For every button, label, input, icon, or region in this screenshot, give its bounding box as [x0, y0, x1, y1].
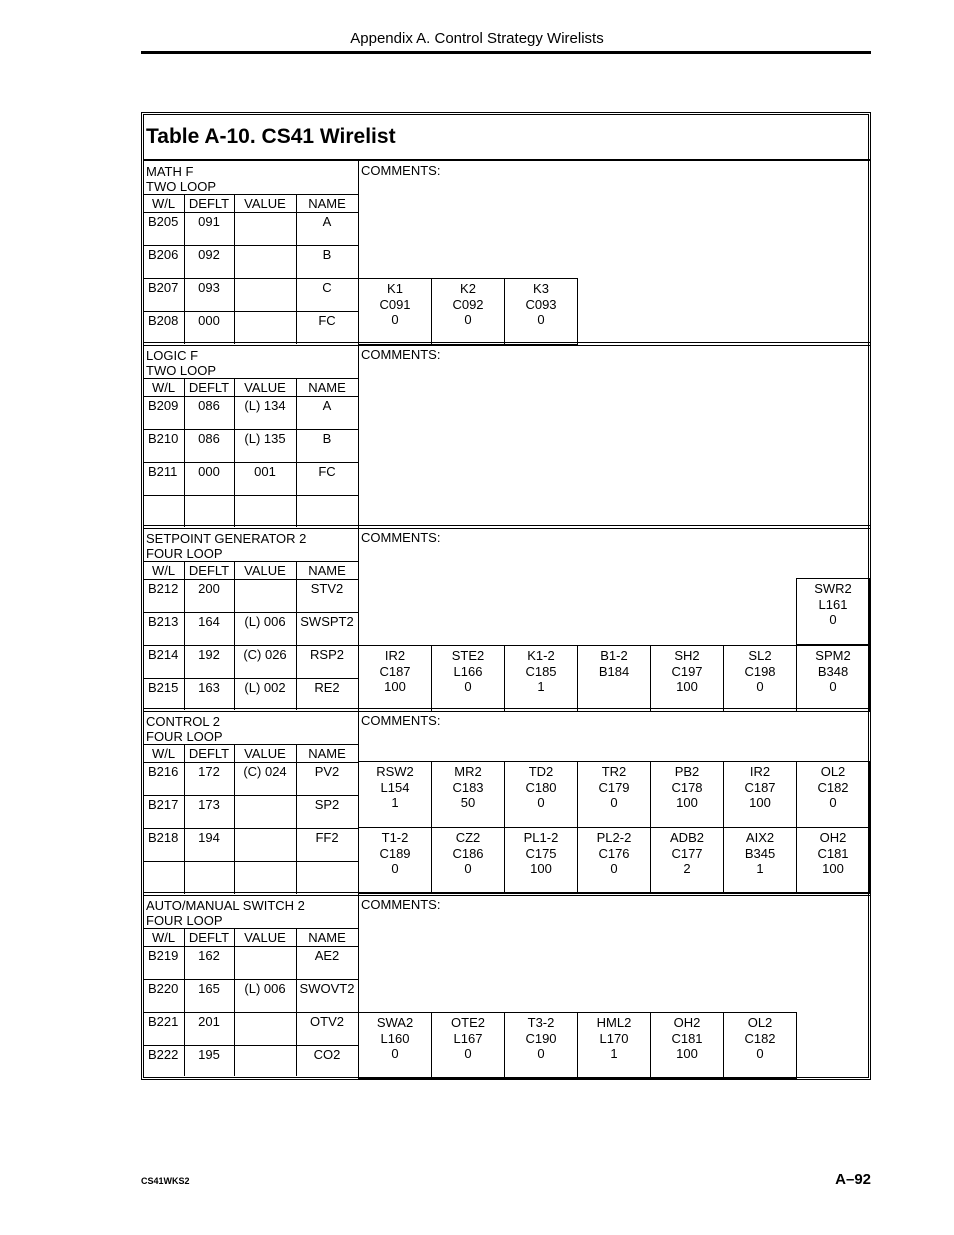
- document-code: CS41WKS2: [141, 1176, 190, 1186]
- parameter-c: 100: [749, 795, 771, 810]
- parameter-c: 0: [756, 679, 764, 694]
- parameter-a: T1-2: [381, 830, 409, 845]
- grid-line: [143, 579, 358, 580]
- cell-name: RE2: [314, 680, 340, 695]
- parameter-box: [504, 761, 578, 828]
- block-loop-label: TWO LOOP: [146, 363, 217, 378]
- parameter-box: [723, 761, 797, 828]
- cell-wl: B207: [148, 280, 179, 295]
- parameter-a: SWR2: [814, 581, 852, 596]
- parameter-b: L154: [380, 779, 410, 795]
- parameter-box: [358, 827, 432, 894]
- column-header: W/L: [151, 196, 176, 211]
- parameter-c: 2: [683, 861, 691, 876]
- grid-line: [143, 212, 358, 213]
- parameter-b: C176: [598, 845, 630, 861]
- parameter-box: [796, 578, 870, 645]
- cell-name: SWSPT2: [300, 614, 354, 629]
- parameter-c: 100: [676, 679, 698, 694]
- column-header: NAME: [308, 930, 346, 945]
- parameter-box: [796, 827, 870, 894]
- cell-wl: B220: [148, 981, 179, 996]
- grid-line: [143, 495, 358, 496]
- parameter-c: 1: [756, 861, 764, 876]
- parameter-a: ADB2: [670, 830, 704, 845]
- parameter-c: 1: [391, 795, 399, 810]
- cell-name: PV2: [314, 764, 340, 779]
- parameter-box: [504, 645, 578, 712]
- grid-line: [143, 378, 358, 379]
- parameter-b: C181: [817, 845, 849, 861]
- parameter-box: [431, 761, 505, 828]
- cell-name: FC: [318, 313, 336, 328]
- parameter-a: TD2: [528, 764, 554, 779]
- parameter-c: 0: [610, 861, 618, 876]
- parameter-c: 0: [829, 679, 837, 694]
- grid-line: [143, 946, 358, 947]
- cell-value: (C) 026: [243, 647, 287, 662]
- parameter-b: C198: [744, 663, 776, 679]
- parameter-box: [358, 278, 432, 345]
- parameter-a: PL2-2: [596, 830, 632, 845]
- cell-deflt: 165: [198, 981, 220, 996]
- parameter-a: B1-2: [600, 648, 628, 663]
- title-rule: [143, 159, 870, 161]
- cell-wl: B217: [148, 797, 179, 812]
- parameter-b: C093: [525, 296, 557, 312]
- parameter-c: 1: [537, 679, 545, 694]
- parameter-box: [723, 827, 797, 894]
- parameter-c: 0: [391, 861, 399, 876]
- column-header: DEFLT: [188, 746, 230, 761]
- cell-deflt: 195: [198, 1047, 220, 1062]
- parameter-a: IR2: [384, 648, 406, 663]
- cell-name: RSP2: [310, 647, 344, 662]
- parameter-c: 50: [460, 795, 476, 810]
- parameter-b: C189: [379, 845, 411, 861]
- parameter-a: IR2: [749, 764, 771, 779]
- parameter-c: 0: [537, 795, 545, 810]
- cell-deflt: 164: [198, 614, 220, 629]
- parameter-box: [431, 645, 505, 712]
- page-number: A–92: [835, 1171, 871, 1188]
- column-header: VALUE: [244, 196, 286, 211]
- parameter-b: C178: [671, 779, 703, 795]
- parameter-box: [431, 278, 505, 345]
- parameter-a: K1-2: [527, 648, 555, 663]
- parameter-c: 0: [464, 1046, 472, 1061]
- cell-value: 001: [254, 464, 276, 479]
- cell-name: OTV2: [310, 1014, 344, 1029]
- parameter-b: B184: [598, 663, 630, 679]
- cell-deflt: 172: [198, 764, 220, 779]
- grid-line: [143, 979, 358, 980]
- parameter-box: [358, 1012, 432, 1079]
- parameter-box: [577, 1012, 651, 1079]
- grid-line: [143, 194, 358, 195]
- parameter-box: [431, 1012, 505, 1079]
- cell-name: CO2: [313, 1047, 341, 1062]
- grid-line: [143, 744, 358, 745]
- parameter-a: K2: [460, 281, 476, 296]
- parameter-c: 100: [822, 861, 844, 876]
- cell-name: B: [322, 247, 332, 262]
- parameter-c: 0: [391, 1046, 399, 1061]
- cell-value: (L) 006: [244, 614, 286, 629]
- cell-wl: B216: [148, 764, 179, 779]
- parameter-box: [723, 1012, 797, 1079]
- grid-line: [143, 561, 358, 562]
- parameter-box: [504, 278, 578, 345]
- block-type-label: CONTROL 2: [146, 714, 220, 729]
- parameter-a: PB2: [674, 764, 700, 779]
- comments-label: COMMENTS:: [361, 897, 441, 912]
- parameter-b: L161: [818, 596, 848, 612]
- block-type-label: AUTO/MANUAL SWITCH 2: [146, 898, 305, 913]
- parameter-box: [358, 645, 432, 712]
- cell-value: (L) 002: [244, 680, 286, 695]
- cell-deflt: 163: [198, 680, 220, 695]
- parameter-b: L167: [453, 1030, 483, 1046]
- parameter-a: OTE2: [451, 1015, 485, 1030]
- parameter-a: OL2: [820, 764, 846, 779]
- column-header: W/L: [151, 746, 176, 761]
- cell-wl: B210: [148, 431, 179, 446]
- cell-wl: B215: [148, 680, 179, 695]
- cell-deflt: 201: [198, 1014, 220, 1029]
- parameter-a: RSW2: [376, 764, 414, 779]
- parameter-c: 1: [610, 1046, 618, 1061]
- cell-name: AE2: [314, 948, 340, 963]
- parameter-b: L170: [599, 1030, 629, 1046]
- grid-line: [143, 462, 358, 463]
- cell-deflt: 086: [198, 431, 220, 446]
- grid-line: [143, 396, 358, 397]
- grid-separator: [358, 344, 359, 527]
- grid-line: [143, 678, 358, 679]
- cell-name: B: [322, 431, 332, 446]
- cell-deflt: 173: [198, 797, 220, 812]
- column-header: VALUE: [244, 380, 286, 395]
- parameter-c: 100: [676, 1046, 698, 1061]
- block-loop-label: FOUR LOOP: [146, 729, 223, 744]
- cell-deflt: 194: [198, 830, 220, 845]
- parameter-b: C197: [671, 663, 703, 679]
- parameter-c: 100: [530, 861, 552, 876]
- parameter-a: K1: [387, 281, 403, 296]
- parameter-a: STE2: [451, 648, 485, 663]
- parameter-b: C091: [379, 296, 411, 312]
- grid-line: [143, 828, 358, 829]
- section-divider: [143, 892, 870, 896]
- parameter-box: [650, 827, 724, 894]
- cell-deflt: 093: [198, 280, 220, 295]
- parameter-b: C187: [379, 663, 411, 679]
- cell-name: STV2: [310, 581, 344, 596]
- column-header: DEFLT: [188, 930, 230, 945]
- parameter-box: [723, 645, 797, 712]
- column-header: DEFLT: [188, 563, 230, 578]
- cell-deflt: 000: [198, 464, 220, 479]
- parameter-box: [650, 761, 724, 828]
- column-header: DEFLT: [188, 196, 230, 211]
- parameter-b: L166: [453, 663, 483, 679]
- cell-wl: B214: [148, 647, 179, 662]
- comments-label: COMMENTS:: [361, 163, 441, 178]
- parameter-a: SL2: [748, 648, 772, 663]
- cell-name: A: [322, 214, 332, 229]
- block-loop-label: FOUR LOOP: [146, 546, 223, 561]
- block-type-label: LOGIC F: [146, 348, 199, 363]
- grid-line: [143, 1045, 358, 1046]
- cell-deflt: 092: [198, 247, 220, 262]
- parameter-b: C181: [671, 1030, 703, 1046]
- grid-line: [143, 762, 358, 763]
- header-rule: [141, 51, 871, 54]
- column-header: NAME: [308, 380, 346, 395]
- parameter-b: C186: [452, 845, 484, 861]
- cell-deflt: 192: [198, 647, 220, 662]
- parameter-c: 0: [829, 795, 837, 810]
- parameter-b: C092: [452, 296, 484, 312]
- cell-deflt: 162: [198, 948, 220, 963]
- parameter-a: HML2: [596, 1015, 632, 1030]
- grid-line: [143, 311, 358, 312]
- parameter-b: C180: [525, 779, 557, 795]
- cell-wl: B209: [148, 398, 179, 413]
- cell-wl: B222: [148, 1047, 179, 1062]
- comments-label: COMMENTS:: [361, 530, 441, 545]
- column-header: VALUE: [244, 563, 286, 578]
- parameter-b: C182: [744, 1030, 776, 1046]
- cell-deflt: 000: [198, 313, 220, 328]
- parameter-a: TR2: [601, 764, 627, 779]
- cell-wl: B218: [148, 830, 179, 845]
- parameter-box: [577, 761, 651, 828]
- parameter-a: OH2: [819, 830, 847, 845]
- block-type-label: SETPOINT GENERATOR 2: [146, 531, 307, 546]
- cell-wl: B211: [148, 464, 178, 479]
- cell-name: FF2: [315, 830, 339, 845]
- cell-value: (C) 024: [243, 764, 287, 779]
- grid-line: [143, 612, 358, 613]
- parameter-c: 0: [464, 312, 472, 327]
- section-divider: [143, 525, 870, 529]
- column-header: VALUE: [244, 746, 286, 761]
- parameter-a: SH2: [674, 648, 700, 663]
- block-loop-label: FOUR LOOP: [146, 913, 223, 928]
- parameter-box: [577, 645, 651, 712]
- parameter-box: [796, 645, 870, 712]
- comments-label: COMMENTS:: [361, 347, 441, 362]
- parameter-c: 0: [537, 312, 545, 327]
- column-header: DEFLT: [188, 380, 230, 395]
- cell-value: (L) 135: [244, 431, 286, 446]
- parameter-box: [577, 827, 651, 894]
- cell-name: FC: [318, 464, 336, 479]
- column-header: NAME: [308, 196, 346, 211]
- parameter-box: [504, 1012, 578, 1079]
- parameter-c: 0: [464, 679, 472, 694]
- parameter-box: [650, 1012, 724, 1079]
- column-header: W/L: [151, 380, 176, 395]
- parameter-b: C177: [671, 845, 703, 861]
- parameter-b: C183: [452, 779, 484, 795]
- column-header: NAME: [308, 563, 346, 578]
- cell-wl: B205: [148, 214, 179, 229]
- parameter-b: B348: [817, 663, 849, 679]
- parameter-b: C182: [817, 779, 849, 795]
- parameter-b: L160: [380, 1030, 410, 1046]
- table-title: Table A-10. CS41 Wirelist: [146, 125, 396, 148]
- parameter-box: [650, 645, 724, 712]
- block-type-label: MATH F: [146, 164, 194, 179]
- parameter-a: T3-2: [527, 1015, 555, 1030]
- grid-line: [143, 928, 358, 929]
- parameter-c: 0: [537, 1046, 545, 1061]
- column-header: W/L: [151, 930, 176, 945]
- column-header: W/L: [151, 563, 176, 578]
- cell-wl: B221: [148, 1014, 179, 1029]
- parameter-a: SWA2: [376, 1015, 414, 1030]
- section-divider: [143, 342, 870, 346]
- section-divider: [143, 708, 870, 712]
- parameter-b: C179: [598, 779, 630, 795]
- cell-name: A: [322, 398, 332, 413]
- parameter-c: 0: [391, 312, 399, 327]
- parameter-a: OL2: [747, 1015, 773, 1030]
- cell-wl: B213: [148, 614, 179, 629]
- parameter-b: C190: [525, 1030, 557, 1046]
- running-header: Appendix A. Control Strategy Wirelists: [350, 30, 604, 47]
- parameter-a: MR2: [454, 764, 482, 779]
- parameter-c: 100: [384, 679, 406, 694]
- cell-name: C: [322, 280, 332, 295]
- parameter-c: 0: [756, 1046, 764, 1061]
- parameter-a: AIX2: [745, 830, 775, 845]
- parameter-c: 100: [676, 795, 698, 810]
- cell-deflt: 200: [198, 581, 220, 596]
- parameter-box: [358, 761, 432, 828]
- cell-deflt: 086: [198, 398, 220, 413]
- cell-deflt: 091: [198, 214, 220, 229]
- parameter-c: 0: [464, 861, 472, 876]
- grid-line: [143, 429, 358, 430]
- parameter-a: SPM2: [815, 648, 851, 663]
- parameter-box: [504, 827, 578, 894]
- cell-value: (L) 006: [244, 981, 286, 996]
- grid-line: [143, 861, 358, 862]
- grid-line: [234, 194, 235, 344]
- cell-wl: B212: [148, 581, 179, 596]
- parameter-c: 0: [610, 795, 618, 810]
- parameter-b: C185: [525, 663, 557, 679]
- parameter-c: 0: [829, 612, 837, 627]
- parameter-b: B345: [744, 845, 776, 861]
- parameter-a: PL1-2: [523, 830, 559, 845]
- parameter-a: K3: [533, 281, 549, 296]
- parameter-a: CZ2: [455, 830, 481, 845]
- cell-wl: B206: [148, 247, 179, 262]
- parameter-a: OH2: [673, 1015, 701, 1030]
- parameter-box: [431, 827, 505, 894]
- cell-value: (L) 134: [244, 398, 286, 413]
- grid-line: [143, 795, 358, 796]
- grid-line: [143, 645, 358, 646]
- block-loop-label: TWO LOOP: [146, 179, 217, 194]
- grid-line: [234, 928, 235, 1076]
- parameter-b: C175: [525, 845, 557, 861]
- cell-wl: B219: [148, 948, 179, 963]
- parameter-b: C187: [744, 779, 776, 795]
- cell-name: SWOVT2: [299, 981, 355, 996]
- column-header: VALUE: [244, 930, 286, 945]
- column-header: NAME: [308, 746, 346, 761]
- grid-line: [143, 278, 358, 279]
- cell-wl: B208: [148, 313, 179, 328]
- grid-line: [143, 245, 358, 246]
- grid-line: [143, 1012, 358, 1013]
- comments-label: COMMENTS:: [361, 713, 441, 728]
- parameter-box: [796, 761, 870, 828]
- cell-name: SP2: [314, 797, 340, 812]
